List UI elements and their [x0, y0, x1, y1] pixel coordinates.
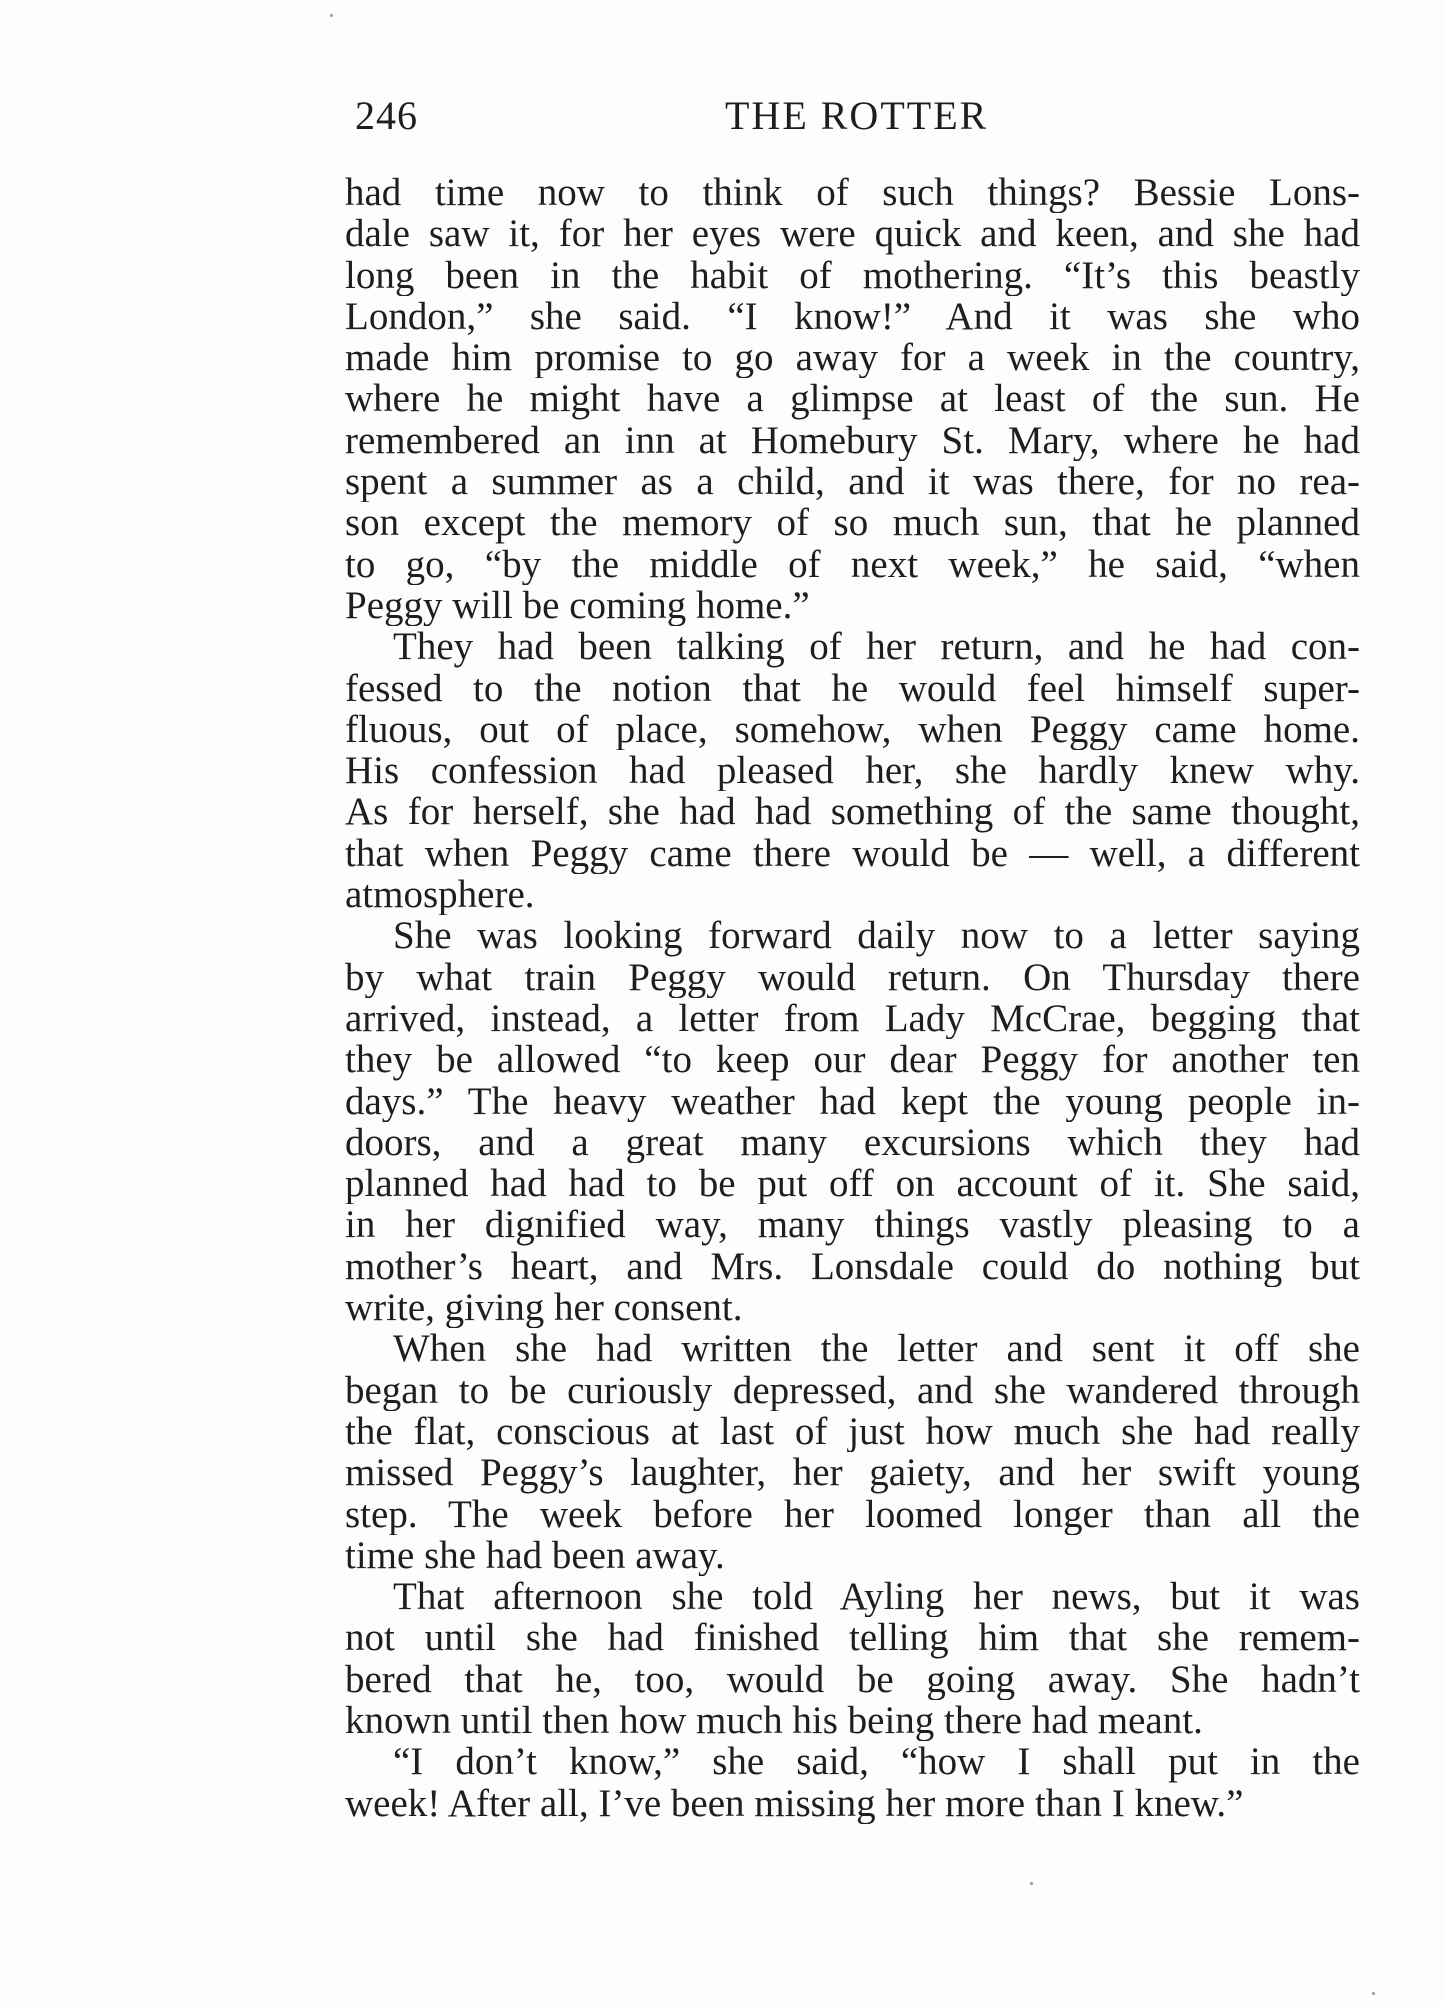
page-header	[355, 92, 1370, 142]
paragraph	[345, 1328, 1360, 1576]
text-line: not until she had finished telling him that she remem-	[345, 1617, 1360, 1659]
text-line: in her dignified way, many things vastly pleasing to a	[345, 1204, 1360, 1246]
text-line: days.” The heavy weather had kept the young people in-	[345, 1080, 1360, 1122]
text-line: atmosphere.	[345, 874, 535, 916]
text-line: son except the memory of so much sun, that he planned	[345, 502, 1360, 544]
text-line: week! After all, I’ve been missing her more than I knew.”	[345, 1782, 1244, 1824]
text-line: doors, and a great many excursions which they had	[345, 1121, 1360, 1164]
text-line: they be allowed “to keep our dear Peggy for another ten	[345, 1039, 1360, 1081]
text-line: where he might have a glimpse at least of the sun. He	[345, 378, 1360, 420]
body-text	[345, 172, 1360, 1824]
paper-speck	[1372, 1992, 1375, 1995]
text-line: When she had written the letter and sent it off she	[393, 1328, 1360, 1370]
text-line: by what train Peggy would return. On Thursday there	[345, 956, 1360, 998]
text-line: mother’s heart, and Mrs. Lonsdale could do nothing but	[345, 1245, 1360, 1288]
paragraph	[345, 172, 1360, 626]
text-line: fessed to the notion that he would feel himself super-	[345, 667, 1360, 709]
paper-speck	[1030, 1882, 1033, 1885]
paragraph	[345, 626, 1360, 915]
text-line: write, giving her consent.	[345, 1287, 743, 1329]
text-line: spent a summer as a child, and it was there, for no rea-	[345, 461, 1360, 503]
paragraph	[345, 1741, 1360, 1824]
text-line: to go, “by the middle of next week,” he said, “when	[345, 543, 1360, 585]
text-line: They had been talking of her return, and he had con-	[393, 626, 1360, 668]
paragraph	[345, 1576, 1360, 1741]
running-title: THE ROTTER	[725, 93, 989, 138]
text-line: His confession had pleased her, she hardly knew why.	[345, 750, 1360, 792]
text-line: dale saw it, for her eyes were quick and keen, and she had	[345, 213, 1360, 255]
text-line: arrived, instead, a letter from Lady McCrae, begging that	[345, 997, 1360, 1040]
text-line: time she had been away.	[345, 1534, 725, 1577]
text-line: As for herself, she had had something of the same thought,	[345, 791, 1360, 833]
text-line: that when Peggy came there would be — well, a different	[345, 832, 1360, 875]
text-line: London,” she said. “I know!” And it was she who	[345, 295, 1360, 338]
text-line: planned had had to be put off on account of it. She said,	[345, 1163, 1360, 1205]
text-line: She was looking forward daily now to a letter saying	[393, 915, 1360, 957]
text-line: step. The week before her loomed longer than all the	[345, 1493, 1360, 1535]
paragraph	[345, 915, 1360, 1328]
text-line: the flat, conscious at last of just how much she had really	[345, 1410, 1360, 1453]
text-line: began to be curiously depressed, and she wandered through	[345, 1369, 1360, 1411]
text-line: bered that he, too, would be going away. She hadn’t	[345, 1658, 1360, 1700]
text-line: made him promise to go away for a week in the country,	[345, 337, 1360, 379]
text-line: Peggy will be coming home.”	[345, 584, 810, 627]
text-line: missed Peggy’s laughter, her gaiety, and her swift young	[345, 1452, 1360, 1494]
text-line: known until then how much his being there had meant.	[345, 1699, 1203, 1742]
text-line: long been in the habit of mothering. “It’s this beastly	[345, 254, 1360, 296]
text-line: had time now to think of such things? Bessie Lons-	[345, 172, 1360, 214]
page-number: 246	[355, 93, 418, 138]
text-line: remembered an inn at Homebury St. Mary, where he had	[345, 419, 1360, 462]
paper-speck	[330, 14, 333, 17]
text-line: fluous, out of place, somehow, when Peggy came home.	[345, 708, 1360, 751]
text-line: “I don’t know,” she said, “how I shall put in the	[393, 1741, 1360, 1783]
text-line: That afternoon she told Ayling her news, but it was	[393, 1576, 1360, 1618]
